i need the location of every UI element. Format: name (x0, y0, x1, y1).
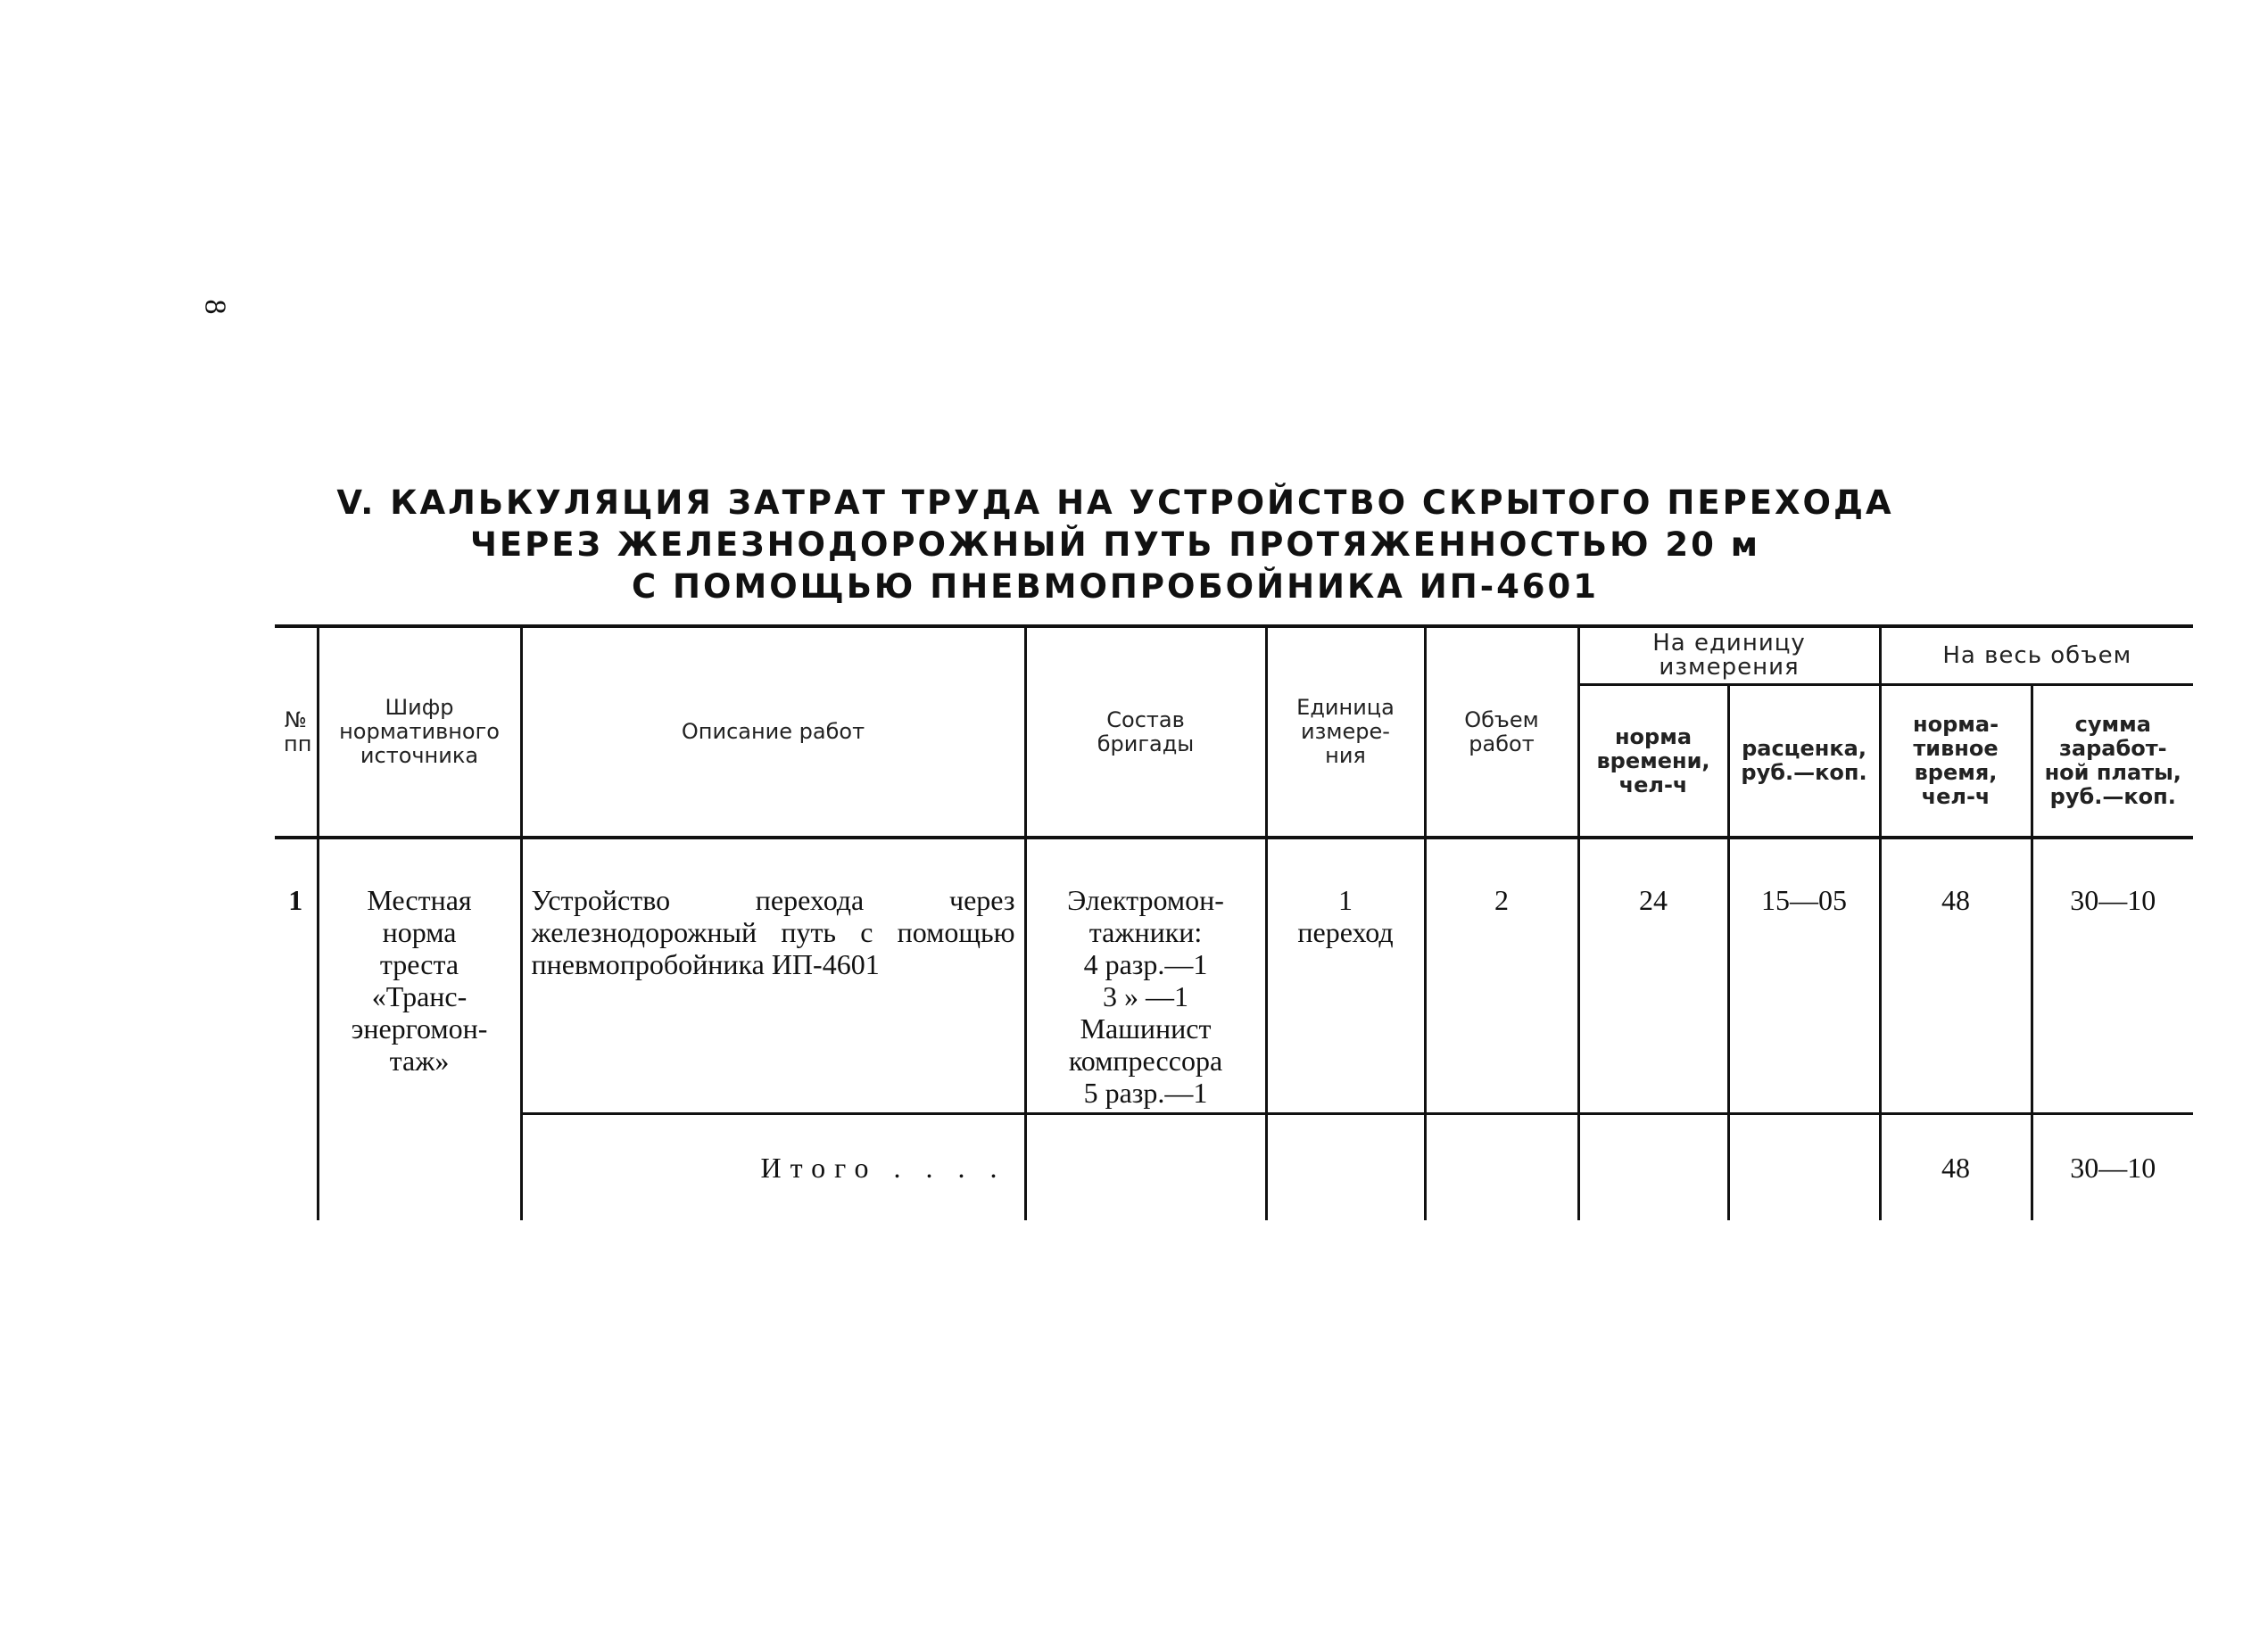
total-empty-rate (1728, 1114, 1880, 1221)
header-per-unit-group: На единицу измерения (1578, 626, 1880, 685)
row-rate: 15—05 (1728, 838, 1880, 1114)
header-cipher: Шифр нормативного источника (318, 626, 521, 838)
header-unit: Единица измере- ния (1266, 626, 1425, 838)
title-line-3: С ПОМОЩЬЮ ПНЕВМОПРОБОЙНИКА ИП-4601 (631, 567, 1600, 606)
title-line-1: V. КАЛЬКУЛЯЦИЯ ЗАТРАТ ТРУДА НА УСТРОЙСТВО СКРЫТОГО ПЕРЕХОДА (336, 483, 1894, 522)
row-wage-total: 30—10 (2032, 838, 2193, 1114)
row-unit: 1 переход (1266, 838, 1425, 1114)
header-description: Описание работ (521, 626, 1025, 838)
total-wage: 30—10 (2032, 1114, 2193, 1221)
total-empty-num (275, 1114, 318, 1221)
row-num: 1 (275, 838, 318, 1114)
total-norm-time: 48 (1880, 1114, 2032, 1221)
row-cipher: Местная норма треста «Транс- энергомон- таж» (318, 838, 521, 1114)
row-norm-time: 24 (1578, 838, 1728, 1114)
total-empty-brigade (1025, 1114, 1266, 1221)
row-volume: 2 (1425, 838, 1578, 1114)
header-brigade: Состав бригады (1025, 626, 1266, 838)
header-wage-total: сумма заработ- ной платы, руб.—коп. (2032, 685, 2193, 838)
header-norm-time: норма времени, чел-ч (1578, 685, 1728, 838)
document-title (268, 482, 1963, 607)
labor-cost-table (275, 624, 2193, 1220)
total-label: Итого . . . . (521, 1114, 1025, 1221)
page-number: 8 (198, 299, 232, 315)
row-brigade: Электромон- тажники: 4 разр.—1 3 » —1 Машинист компрессора 5 разр.—1 (1025, 838, 1266, 1114)
total-empty-cipher (318, 1114, 521, 1221)
header-rate: расценка, руб.—коп. (1728, 685, 1880, 838)
total-empty-volume (1425, 1114, 1578, 1221)
header-volume: Объем работ (1425, 626, 1578, 838)
title-line-2: ЧЕРЕЗ ЖЕЛЕЗНОДОРОЖНЫЙ ПУТЬ ПРОТЯЖЕННОСТЬЮ 20 м (470, 525, 1760, 564)
header-total-group: На весь объем (1880, 626, 2193, 685)
header-num: № пп (275, 626, 318, 838)
total-empty-norm-time (1578, 1114, 1728, 1221)
row-norm-time-total: 48 (1880, 838, 2032, 1114)
total-row (275, 1114, 2193, 1221)
table-row (275, 838, 2193, 1114)
row-description: Устройство перехода через железнодорожный путь с помощью пневмопробойника ИП-4601 (521, 838, 1025, 1114)
total-empty-unit (1266, 1114, 1425, 1221)
header-norm-time-total: норма- тивное время, чел-ч (1880, 685, 2032, 838)
